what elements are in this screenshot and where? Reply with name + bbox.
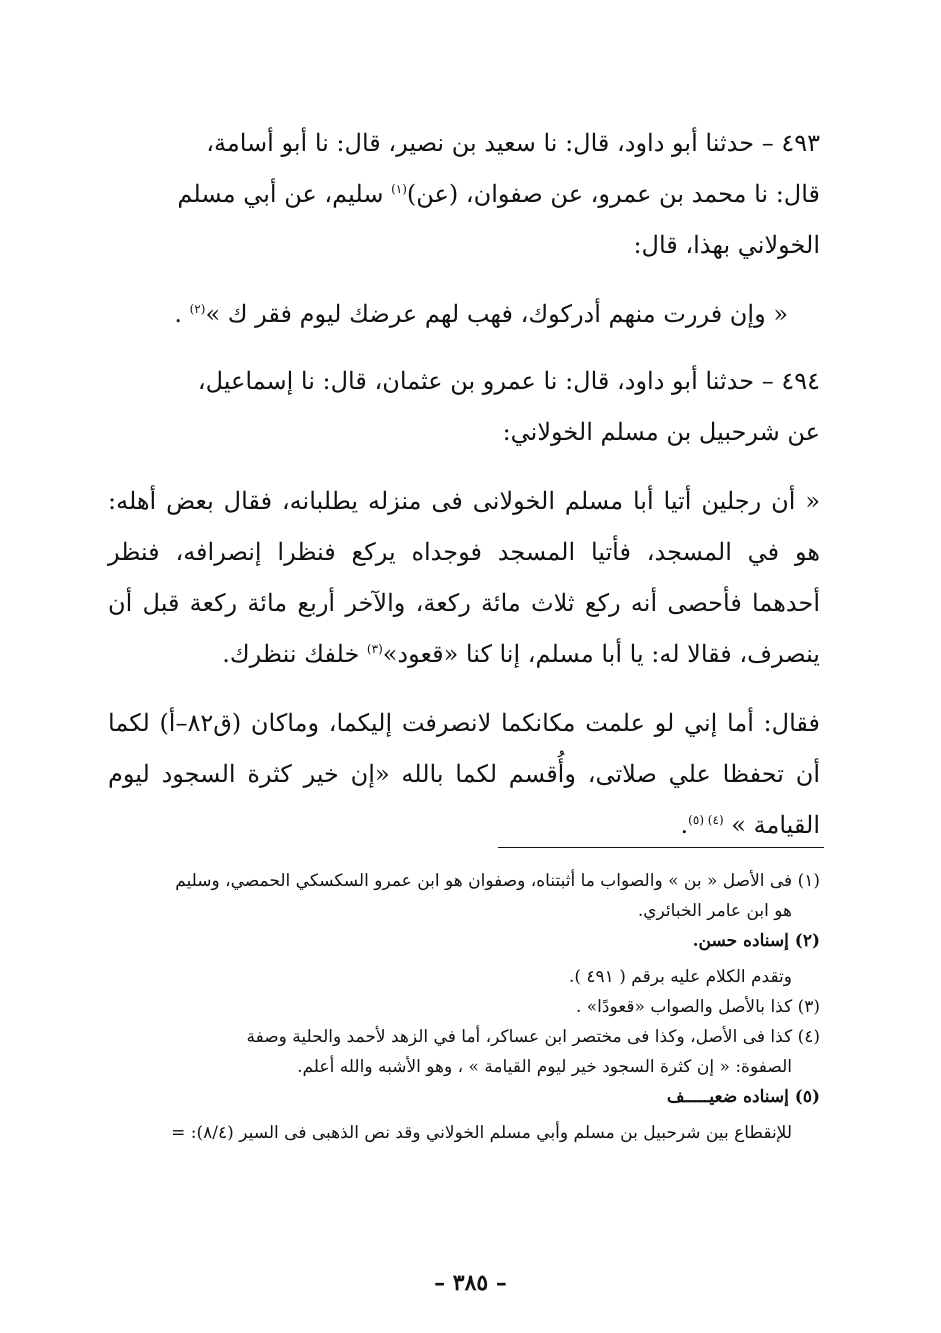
footnote-1-line-2: هو ابن عامر الخبائري. xyxy=(637,901,792,921)
footnote-ref-4-5: (٤) (٥) xyxy=(688,813,724,827)
footnote-ref-3: (٣) xyxy=(366,642,383,656)
footnote-2: (٢) إسناده حسن. xyxy=(692,931,820,951)
main-text xyxy=(108,118,820,851)
footnote-5: (٥) إسناده ضعيـــــف xyxy=(666,1087,820,1107)
footnote-5-detail: للإنقطاع بين شرحبيل بن مسلم وأبي مسلم الخولاني وقد نص الذهبى فى السير (٨/٤): = xyxy=(171,1123,792,1143)
hadith-494-line-2: عن شرحبيل بن مسلم الخولاني: xyxy=(502,418,820,446)
footnote-ref-2: (٢) xyxy=(189,302,206,316)
hadith-494-paragraph-2: فقال: أما إني لو علمت مكانكما لانصرفت إليكما، وماكان (ق٨٢–أ) لكما أن تحفظا علي صلاتى، وأُقسم لكما بالله «إن خير كثرة السجود ليوم القيامة » $^{(٤) (٥)}$. xyxy=(108,709,821,839)
hadith-494-paragraph-1: « أن رجلين أتيا أبا مسلم الخولانى فى منزله يطلبانه، فقال بعض أهله: هو في المسجد، فأتيا المسجد فوجداه يركع فنظرا إنصرافه، فنظر أحدهما فأحصى أنه ركع ثلاث مائة ركعة، والآخر أربع مائة ركعة قبل أن ينصرف، فقالا له: يا أبا مسلم، إنا كنا «قعود»$^{(٣)}$ خلفك ننظرك. xyxy=(108,487,820,668)
footnote-4-line-1: (٤) كذا فى الأصل، وكذا فى مختصر ابن عساكر، أما في الزهد لأحمد والحلية وصفة xyxy=(246,1027,820,1047)
hadith-493-line-2: قال: نا محمد بن عمرو، عن صفوان، (عن)$^{(١)}$ سليم، عن أبي مسلم xyxy=(177,180,820,208)
footnote-divider xyxy=(498,847,824,848)
hadith-494-line-1: ٤٩٤ – حدثنا أبو داود، قال: نا عمرو بن عثمان، قال: نا إسماعيل، xyxy=(197,367,820,395)
hadith-493-quote: « وإن فررت منهم أدركوك، فهب لهم عرضك ليوم فقر ك »$^{(٢)}$ . xyxy=(174,300,788,328)
footnotes xyxy=(108,866,820,1148)
footnote-2-detail: وتقدم الكلام عليه برقم ( ٤٩١ ). xyxy=(568,967,792,987)
footnote-3: (٣) كذا بالأصل والصواب «قعودًا» . xyxy=(575,997,820,1017)
footnote-ref-1: (١) xyxy=(391,182,407,196)
hadith-493-line-3: الخولاني بهذا، قال: xyxy=(633,231,820,259)
page-number: – ٣٨٥ – xyxy=(434,1270,507,1296)
footnote-4-line-2: الصفوة: « إن كثرة السجود خير ليوم القيامة » ، وهو الأشبه والله أعلم. xyxy=(297,1057,792,1077)
footnote-1-line-1: (١) فى الأصل « بن » والصواب ما أثبتناه، وصفوان هو ابن عمرو السكسكي الحمصي، وسليم xyxy=(175,871,820,891)
hadith-493-line-1: ٤٩٣ – حدثنا أبو داود، قال: نا سعيد بن نصير، قال: نا أبو أسامة، xyxy=(206,129,820,157)
